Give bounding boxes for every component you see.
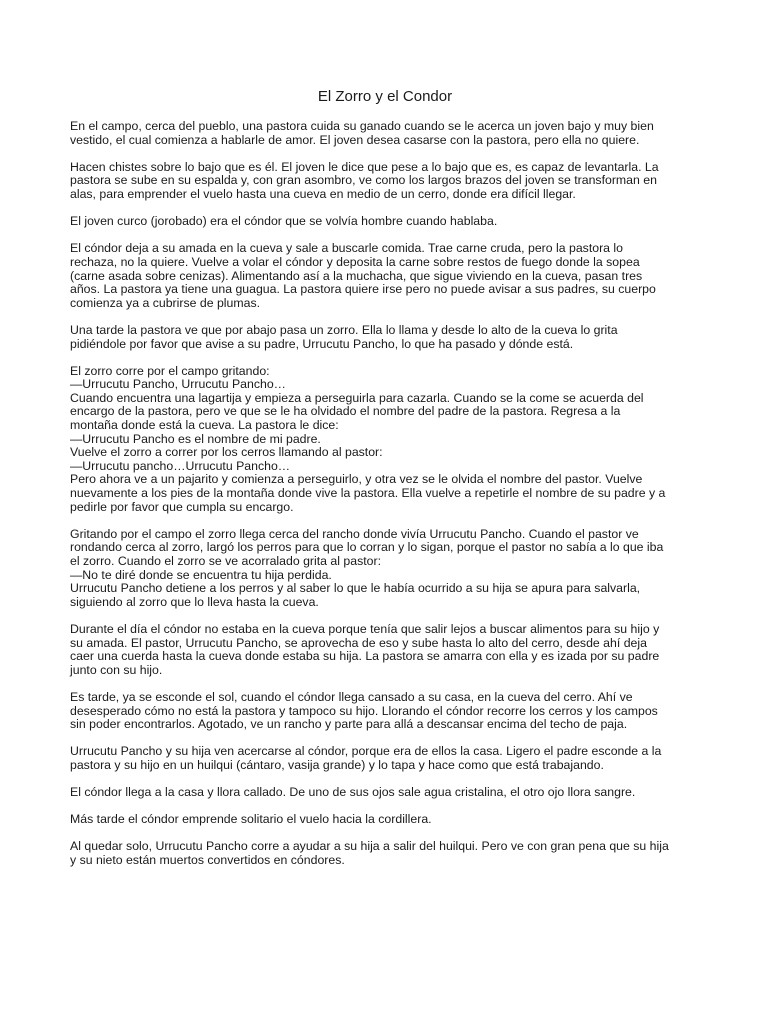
text-line: montaña donde está la cueva. La pastora le dice: (70, 418, 339, 433)
text-line: Gritando por el campo el zorro llega cerca del rancho donde vivía Urrucutu Pancho. Cuando el pastor ve (70, 526, 639, 541)
text-line: Hacen chistes sobre lo bajo que es él. El joven le dice que pese a lo bajo que es, es capaz de levantarla. La (70, 159, 659, 174)
text-line: comienza ya a cubrirse de plumas. (70, 295, 261, 310)
text-line: —No te diré donde se encuentra tu hija perdida. (70, 567, 332, 582)
text-line: En el campo, cerca del pueblo, una pastora cuida su ganado cuando se le acerca un joven bajo y muy bien (70, 119, 654, 133)
text-line: El cóndor llega a la casa y llora callado. De uno de sus ojos sale agua cristalina, el otro ojo llora sangre. (70, 785, 636, 800)
text-line: años. La pastora ya tiene una guagua. La pastora quiere irse pero no puede avisar a sus padres, su cuerpo (70, 282, 656, 297)
text-line: —Urrucutu pancho…Urrucutu Pancho… (70, 458, 291, 473)
text-line: —Urrucutu Pancho, Urrucutu Pancho… (70, 377, 286, 392)
text-line: siguiendo al zorro que lo lleva hasta la cueva. (70, 594, 319, 609)
text-line: Cuando encuentra una lagartija y empieza a perseguirla para cazarla. Cuando se la come se acuerda del (70, 390, 644, 405)
text-line: rechaza, no la quiere. Vuelve a volar el cóndor y deposita la carne sobre restos de fuego donde la sopea (70, 254, 640, 269)
text-line: El zorro corre por el campo gritando: (70, 363, 270, 378)
text-line: pedirle por favor que cumpla su encargo. (70, 499, 294, 514)
text-line: desesperado cómo no está la pastora y tampoco su hijo. Llorando el cóndor recorre los cerros y los campos (70, 703, 658, 718)
paragraph (70, 120, 702, 147)
paragraph (70, 242, 702, 310)
text-line: El joven curco (jorobado) era el cóndor que se volvía hombre cuando hablaba. (70, 214, 498, 229)
text-line: pastora se sube en su espalda y, con gran asombro, ve como los largos brazos del joven se transforman en (70, 173, 657, 188)
text-line: junto con su hijo. (70, 662, 163, 677)
paragraph (70, 745, 702, 772)
paragraph (70, 813, 702, 827)
text-line: sin poder encontrarlos. Agotado, ve un rancho y parte para allá a descansar encima del techo de paja. (70, 717, 628, 732)
text-line: nuevamente a los pies de la montaña donde vive la pastora. Ella vuelve a repetirle el nombre de su padre y a (70, 486, 666, 501)
text-line: encargo de la pastora, pero ve que se le ha olvidado el nombre del padre de la pastora. Regresa a la (70, 404, 621, 419)
text-line: Vuelve el zorro a correr por los cerros llamando al pastor: (70, 445, 383, 460)
text-line: Al quedar solo, Urrucutu Pancho corre a ayudar a su hija a salir del huilqui. Pero ve con gran pena que su hija (70, 839, 669, 854)
paragraph (70, 161, 702, 202)
paragraph (70, 528, 702, 610)
paragraph (70, 840, 702, 867)
text-line: y su nieto están muertos convertidos en cóndores. (70, 853, 345, 868)
paragraph (70, 324, 702, 351)
document-title: El Zorro y el Condor (317, 88, 453, 105)
text-line: El cóndor deja a su amada en la cueva y sale a buscarle comida. Trae carne cruda, pero la pastora lo (70, 241, 623, 256)
document-page (70, 88, 702, 881)
text-line: —Urrucutu Pancho es el nombre de mi padre. (70, 431, 321, 446)
paragraph (70, 365, 702, 515)
text-line: Es tarde, ya se esconde el sol, cuando el cóndor llega cansado a su casa, en la cueva del cerro. Ahí ve (70, 689, 633, 704)
text-line: pidiéndole por favor que avise a su padre, Urrucutu Pancho, lo que ha pasado y dónde está. (70, 336, 574, 351)
paragraph (70, 623, 702, 677)
text-line: Urrucutu Pancho y su hija ven acercarse al cóndor, porque era de ellos la casa. Ligero el padre esconde a la (70, 744, 662, 759)
text-line: su amada. El pastor, Urrucutu Pancho, se aprovecha de eso y sube hasta lo alto del cerro, desde ahí deja (70, 635, 647, 650)
text-line: Durante el día el cóndor no estaba en la cueva porque tenía que salir lejos a buscar alimentos para su hijo y (70, 621, 660, 636)
text-line: rondando cerca al zorro, largó los perros para que lo corran y lo sigan, porque el pastor no sabía a lo que iba (70, 540, 664, 555)
text-line: el zorro. Cuando el zorro se ve acorralado grita al pastor: (70, 554, 381, 568)
text-line: Urrucutu Pancho detiene a los perros y al saber lo que le había ocurrido a su hija se apura para salvarla, (70, 581, 641, 596)
document-body (70, 120, 702, 868)
text-line: alas, para emprender el vuelo hasta una cueva en medio de un cerro, donde era difícil llegar. (70, 186, 576, 201)
paragraph (70, 215, 702, 229)
paragraph (70, 691, 702, 732)
text-line: (carne asada sobre cenizas). Alimentando así a la muchacha, que sigue viviendo en la cueva, pasan tres (70, 268, 643, 283)
text-line: pastora y su hijo en un huilqui (cántaro, vasija grande) y lo tapa y hace como que está trabajando. (70, 757, 604, 772)
text-line: Pero ahora ve a un pajarito y comienza a perseguirlo, y otra vez se le olvida el nombre del pastor. Vuelve (70, 472, 643, 487)
text-line: vestido, el cual comienza a hablarle de amor. El joven desea casarse con la pastora, pero ella no quiere. (70, 132, 640, 147)
text-line: Más tarde el cóndor emprende solitario el vuelo hacia la cordillera. (70, 812, 432, 827)
text-line: Una tarde la pastora ve que por abajo pasa un zorro. Ella lo llama y desde lo alto de la cueva lo grita (70, 322, 618, 337)
paragraph (70, 786, 702, 800)
text-line: caer una cuerda hasta la cueva donde estaba su hija. La pastora se amarra con ella y es izada por su padre (70, 649, 660, 664)
